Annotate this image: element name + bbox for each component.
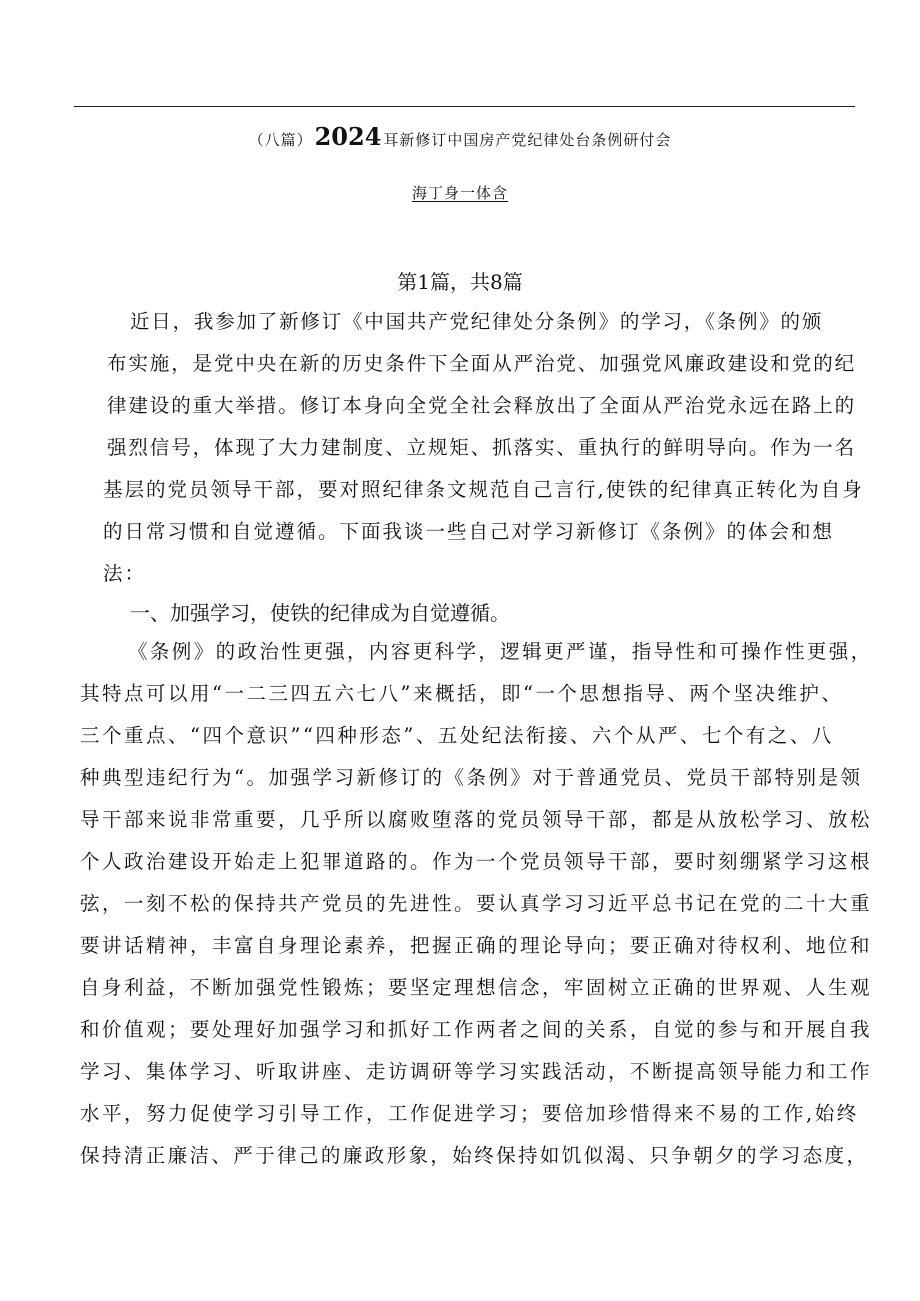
intro-line: 基层的党员领导干部，要对照纪律条文规范自己言行,使铁的纪律真正转化为自身: [103, 478, 864, 501]
body-line: 三个重点、“四个意识”“四种形态”、五处纪法衔接、六个从严、七个有之、八: [80, 724, 834, 747]
body-line: 弦，一刻不松的保持共产党员的先进性。要认真学习习近平总书记在党的二十大重: [80, 892, 873, 915]
section-heading: 一、加强学习，使铁的纪律成为自觉遵循。: [130, 601, 510, 625]
body-line: 和价值观；要处理好加强学习和抓好工作两者之间的关系，自觉的参与和开展自我: [80, 1018, 873, 1041]
subtitle-text: 海丁身一体含: [411, 184, 508, 202]
title-year: 2024: [314, 122, 382, 151]
document-title: [0, 122, 920, 151]
body-line: 学习、集体学习、听取讲座、走访调研等学习实践活动，不断提高领导能力和工作: [80, 1060, 873, 1083]
part-heading: 第1篇，共8篇: [397, 270, 523, 294]
document-subtitle: [0, 182, 920, 203]
body-line: 其特点可以用“一二三四五六七八”来概括，即“一个思想指导、两个坚决维护、: [80, 682, 844, 705]
body-line: 自身利益，不断加强党性锻炼；要坚定理想信念，牢固树立正确的世界观、人生观: [80, 976, 873, 999]
title-prefix: （八篇）: [248, 131, 313, 149]
body-line: 水平，努力促使学习引导工作，工作促进学习；要倍加珍惜得来不易的工作,始终: [80, 1102, 859, 1125]
header-rule: [74, 106, 855, 107]
intro-line: 律建设的重大举措。修订本身向全党全社会释放出了全面从严治党永远在路上的: [107, 394, 857, 417]
intro-line: 强烈信号，体现了大力建制度、立规矩、抓落实、重执行的鲜明导向。作为一名: [107, 436, 857, 459]
title-rest: 耳新修订中国房产党纪律处台条例研付会: [383, 131, 672, 149]
body-line: 保持清正廉洁、严于律己的廉政形象，始终保持如饥似渴、只争朝夕的学习态度，: [80, 1144, 869, 1167]
body-line: 种典型违纪行为“。加强学习新修订的《条例》对于普通党员、党员干部特别是领: [80, 766, 863, 789]
intro-line: 布实施，是党中央在新的历史条件下全面从严治党、加强党风廉政建设和党的纪: [107, 352, 857, 375]
intro-line: 近日，我参加了新修订《中国共产党纪律处分条例》的学习，《条例》的颁: [130, 310, 824, 333]
body-line: 个人政治建设开始走上犯罪道路的。作为一个党员领导干部，要时刻绷紧学习这根: [80, 850, 873, 873]
intro-line: 法：: [103, 562, 147, 585]
intro-line: 的日常习惯和自觉遵循。下面我谈一些自己对学习新修订《条例》的体会和想: [103, 520, 835, 543]
body-line: 要讲话精神，丰富自身理论素养，把握正确的理论导向；要正确对待权利、地位和: [80, 934, 873, 957]
body-line: 《条例》的政治性更强，内容更科学，逻辑更严谨，指导性和可操作性更强，: [128, 640, 873, 663]
body-line: 导干部来说非常重要，几乎所以腐败堕落的党员领导干部，都是从放松学习、放松: [80, 808, 873, 831]
